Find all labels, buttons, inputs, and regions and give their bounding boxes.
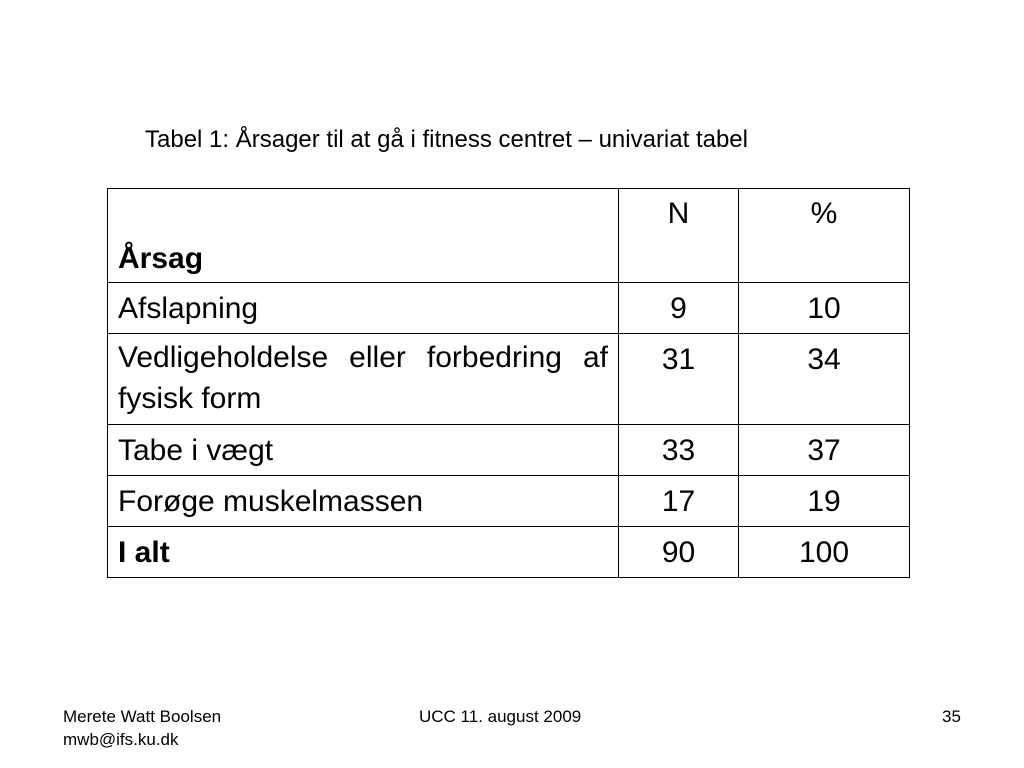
table-row (108, 476, 910, 527)
row-count: 31 (619, 334, 739, 425)
row-percent: 37 (739, 425, 910, 476)
footer-email: mwb@ifs.ku.dk (63, 730, 179, 749)
row-count: 9 (619, 283, 739, 334)
page-number: 35 (942, 707, 961, 726)
total-count: 90 (619, 527, 739, 578)
total-percent: 100 (739, 527, 910, 578)
footer-event: UCC 11. august 2009 (419, 707, 582, 726)
table-row (108, 425, 910, 476)
row-label: Vedligeholdelse eller forbedring af fysisk form (108, 334, 619, 425)
row-count: 33 (619, 425, 739, 476)
header-count: N (619, 189, 739, 283)
row-count: 17 (619, 476, 739, 527)
table-title: Tabel 1: Årsager til at gå i fitness centret – univariat tabel (145, 126, 748, 153)
table-row (108, 283, 910, 334)
row-label: Tabe i vægt (108, 425, 619, 476)
footer-author-block (63, 705, 221, 751)
header-cause: Årsag (108, 189, 619, 283)
total-label: I alt (108, 527, 619, 578)
data-table (107, 188, 910, 578)
row-percent: 34 (739, 334, 910, 425)
row-label: Afslapning (108, 283, 619, 334)
row-label: Forøge muskelmassen (108, 476, 619, 527)
table-row (108, 334, 910, 425)
table-total-row (108, 527, 910, 578)
footer-author: Merete Watt Boolsen (63, 707, 222, 726)
header-percent: % (739, 189, 910, 283)
row-percent: 19 (739, 476, 910, 527)
table-header-row (108, 189, 910, 283)
row-percent: 10 (739, 283, 910, 334)
